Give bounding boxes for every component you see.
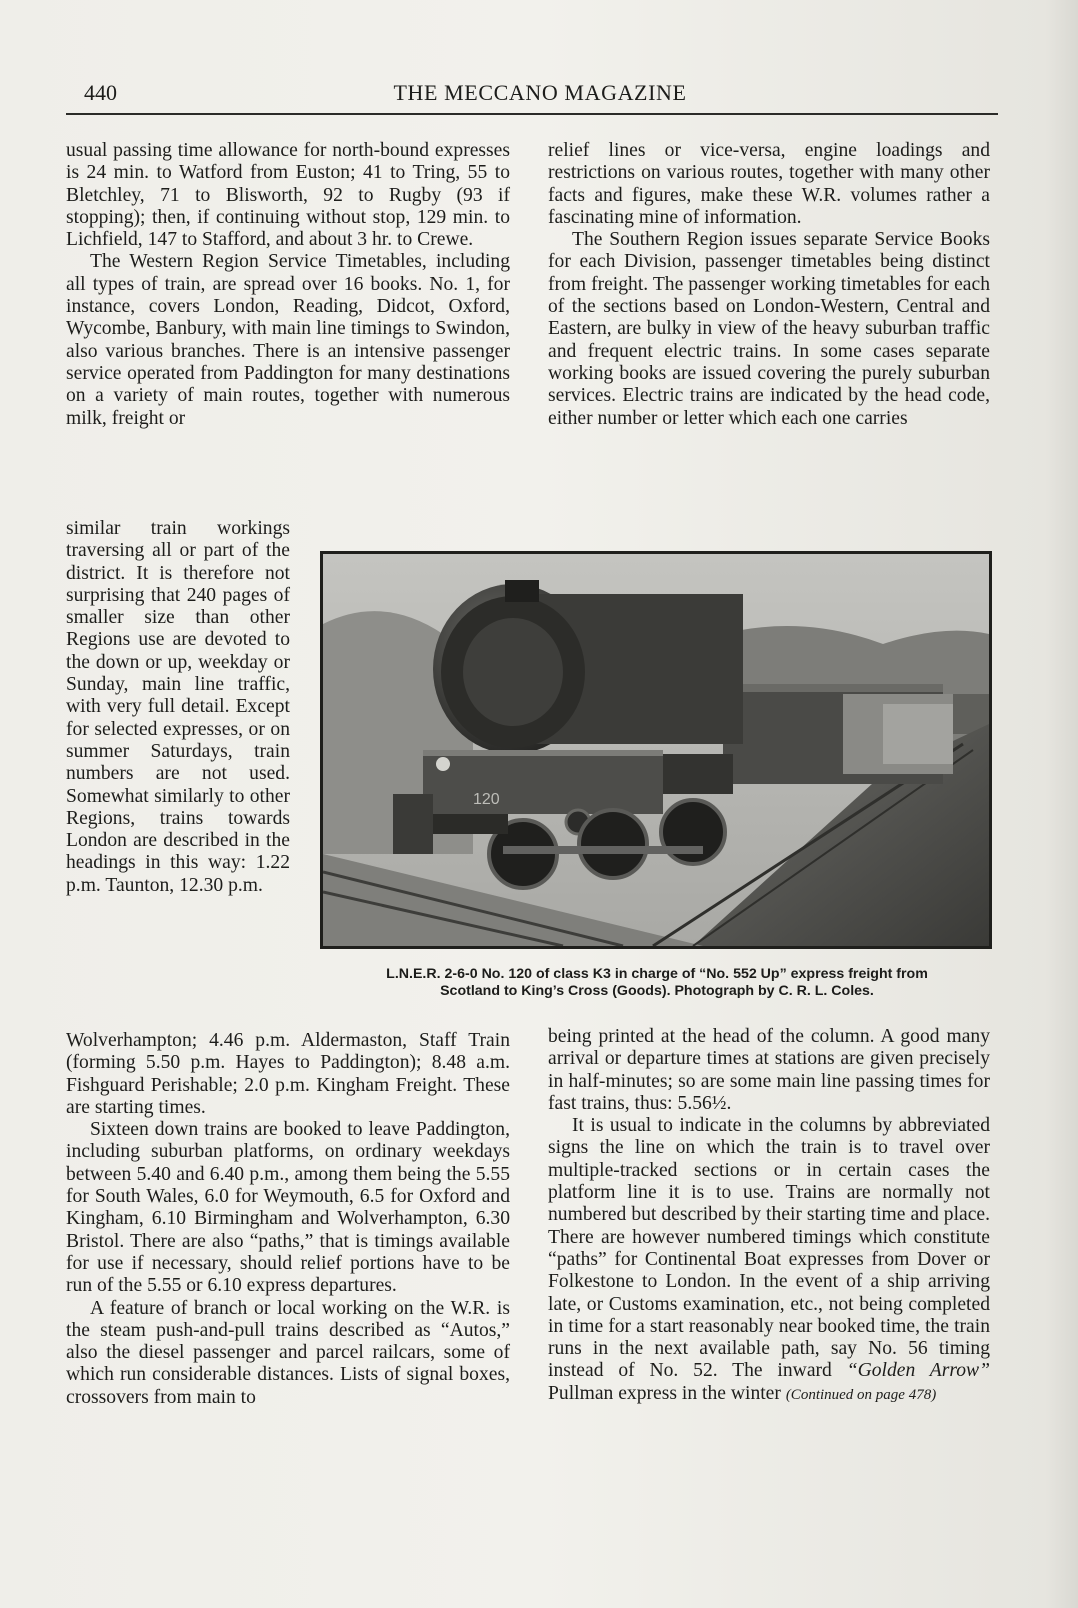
smokebox-number: 120 <box>473 791 500 808</box>
train-name: “Golden Arrow” <box>846 1360 990 1382</box>
caption-line: L.N.E.R. 2-6-0 No. 120 of class K3 in charge of “No. 552 Up” express freight from <box>386 966 928 982</box>
caption-line: Scotland to King’s Cross (Goods). Photograph by C. R. L. Coles. <box>440 983 874 999</box>
locomotive-illustration <box>323 554 989 946</box>
paragraph: Sixteen down trains are booked to leave Paddington, including suburban platforms, on ordinary weekdays between 5.40 and 6.40 p.m., among them being the 5.55 for South Wales, 6.0 for Weymouth, 6.5 for Oxford and Kingham, 6.10 Birmingham and Wolverhampton, 6.30 Bristol. There are also “paths,” that is timings available for use if necessary, should relief portions have to be run of the 5.55 or 6.10 express departures. <box>66 1119 510 1297</box>
photo-caption <box>318 966 996 1000</box>
paragraph <box>548 1115 990 1406</box>
magazine-title: THE MECCANO MAGAZINE <box>393 80 687 105</box>
paragraph: usual passing time allowance for north-bound expresses is 24 min. to Watford from Euston; 41 to Tring, 55 to Bletchley, 71 to Blisworth, 92 to Rugby (93 if stopping); then, if continuing without stop, 129 min. to Lichfield, 147 to Stafford, and about 3 hr. to Crewe. <box>66 140 510 251</box>
page-header <box>84 80 996 114</box>
article-column-right-bottom <box>548 1026 990 1406</box>
page-number: 440 <box>84 80 117 105</box>
paragraph: A feature of branch or local working on the W.R. is the steam push-and-pull trains described as “Autos,” also the diesel passenger and parcel railcars, some of which run considerable distances. Lists of signal boxes, crossovers from main to <box>66 1297 510 1408</box>
article-column-left-narrow <box>66 518 290 897</box>
locomotive-photograph <box>320 551 992 949</box>
article-column-right-top <box>548 140 990 430</box>
paragraph: The Western Region Service Timetables, including all types of train, are spread over 16 books. No. 1, for instance, covers London, Reading, Didcot, Oxford, Wycombe, Banbury, with main line timings to Swindon, also various branches. There is an intensive passenger service operated from Paddington for many destinations on a variety of main routes, together with numerous milk, freight or <box>66 251 510 429</box>
paragraph-text: Pullman express in the winter <box>548 1382 781 1404</box>
paragraph: being printed at the head of the column. A good many arrival or departure times at stations are given precisely in half-minutes; so are some main line passing times for fast trains, thus: 5.56½. <box>548 1026 990 1114</box>
paragraph-text: It is usual to indicate in the columns by abbreviated signs the line on which the train is to travel over multiple-tracked sections or in certain cases the platform line it is to use. Trains are normally not numbered but described by their starting time and place. There are however numbered timings which constitute “paths” for Continental Boat expresses from Dover or Folkestone to London. In the event of a ship arriving late, or Customs examination, etc., not being completed in time for a start reasonably near booked time, the train runs in the next available path, say No. 56 timing instead of No. 52. The inward <box>548 1115 990 1382</box>
header-rule <box>66 113 998 115</box>
article-column-left-bottom <box>66 1030 510 1409</box>
paragraph: relief lines or vice-versa, engine loadings and restrictions on various routes, together with many other facts and figures, make these W.R. volumes rather a fascinating mine of information. <box>548 140 990 228</box>
paragraph: similar train workings traversing all or part of the district. It is therefore not surprising that 240 pages of smaller size than other Regions use are devoted to the down or up, weekday or Sunday, main line traffic, with very full detail. Except for selected expresses, or on summer Saturdays, train numbers are not used. Somewhat similarly to other Regions, trains towards London are described in the headings in this way: 1.22 p.m. Taunton, 12.30 p.m. <box>66 518 290 896</box>
paragraph: The Southern Region issues separate Service Books for each Division, passenger timetables being distinct from freight. The passenger working timetables for each of the sections based on London-Western, Central and Eastern, are bulky in view of the heavy suburban traffic and frequent electric trains. In some cases separate working books are issued covering the purely suburban services. Electric trains are indicated by the head code, either number or letter which each one carries <box>548 229 990 429</box>
continued-note: (Continued on page 478) <box>785 1386 937 1403</box>
article-column-left-top <box>66 140 510 430</box>
paragraph: Wolverhampton; 4.46 p.m. Aldermaston, Staff Train (forming 5.50 p.m. Hayes to Paddington); 8.48 a.m. Fishguard Perishable; 2.0 p.m. Kingham Freight. These are starting times. <box>66 1030 510 1118</box>
